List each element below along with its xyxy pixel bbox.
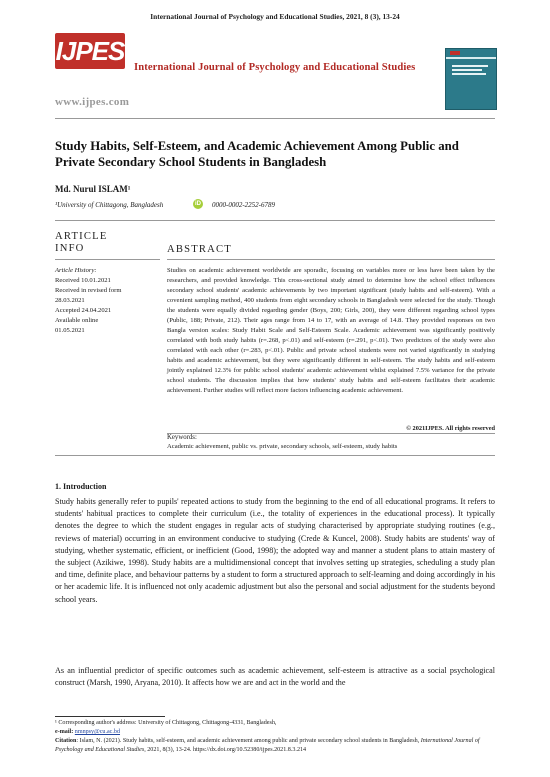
logo-text: IJPES xyxy=(55,35,125,66)
citation-tail[interactable]: , 2021, 8(3), 13-24. https://dx.doi.org/10.52380/ijpes.2021.8.3.214 xyxy=(144,746,307,753)
intro-paragraph-2: As an influential predictor of specific outcomes such as academic achievement, self-esteem is attractive as a social psychological construct (Marsh, 1990, Aryana, 2010). It affects how we are and act in the world and the xyxy=(55,666,495,688)
article-history xyxy=(55,266,160,336)
info-bottom-divider xyxy=(55,455,495,456)
header-divider xyxy=(55,118,495,119)
copyright-notice: © 2021IJPES. All rights reserved xyxy=(406,425,495,432)
footnote-corresponding: ¹ Corresponding author's address: University of Chittagong, Chittagong-4331, Bangladesh, xyxy=(55,720,277,726)
abstract-heading: ABSTRACT xyxy=(167,244,232,255)
history-revised-label: Received in revised form xyxy=(55,287,122,294)
info-top-divider xyxy=(55,220,495,221)
orcid-icon[interactable]: iD xyxy=(195,201,201,207)
footnote-divider xyxy=(55,716,165,717)
keywords-divider xyxy=(167,433,495,434)
history-online-date: 01.05.2021 xyxy=(55,327,85,334)
keywords-list: Academic achievement, public vs. private, secondary schools, self-esteem, study habits xyxy=(167,443,398,450)
author-name: Md. Nurul ISLAM¹ xyxy=(55,184,131,194)
footnote-citation xyxy=(55,737,495,754)
history-online-label: Available online xyxy=(55,317,99,324)
citation-text: : Islam, N. (2021). Study habits, self-esteem, and academic achievement among public and private secondary school students in Bangladesh, xyxy=(76,738,421,744)
journal-name: International Journal of Psychology and Educational Studies xyxy=(134,62,416,73)
article-info-heading: ARTICLE INFO xyxy=(55,231,108,254)
info-heading-divider-right xyxy=(167,259,495,260)
email-link[interactable]: nmnpsy@cu.ac.bd xyxy=(74,729,121,735)
footnote-email xyxy=(55,728,495,737)
abstract-text: Studies on academic achievement worldwide are sporadic, focusing on variables more or less have been taken by the researchers, and provided knowledge. This cross-sectional study aimed to determine how the school effect influences secondary school students' academic achievements by two important significant (study habits and self-esteem). With a covenient sampling method, 400 students from eight secondary schools in Bangladesh were selected for the study. Though the students were equally divided regarding gender (Boys, 200; Girls, 200), they were different regarding school types (Public, 188; Private, 212). Their ages range from 14 to 17, with an average of 14.8. They provided responses on two Bangla version scales: Study Habit Scale and Self-Esteem Scale. Academic achievement was significantly positively correlated with both study habits (r=.268, p<.01) and self-esteem (r=.291, p<.01). Two predictors of the study were also correlated with each other (r=.283, p<.01). Public and private school students were not varied significantly in studying habits and academic achievement, but they were significantly different in self-esteem. The study habits and self-esteem jointly explained 12.3% for public school students' academic achievement whilst explained 7.5% variance for the private school students. The discussion implies that how students' study habits and self-esteem facilitates their academic achievement. Further studies will reflect more factors influencing academic achievement. xyxy=(167,267,495,394)
intro-paragraph-1: Study habits generally refer to pupils' repeated actions to study from the beginning to the end of all educational programs. It refers to students' habitual practices to complete their curriculum (i.e., the totality of experiences in the educational process). It typically denotes the degree to which the student engages in regular acts of studying characterised by appropriate studying routines (e.g., reviews of material) occurring in an environment conducive to studying (Crede & Kuncel, 2008). Study habits are students' way of studying, whether systematic, efficient, or inefficient (Good, 1998); the adopted way and manner a student plans to attain mastery of the subject (Azikiwe, 1998). Study habits are a multidimensional concept that involves setting up strategies, scheduling a study plan and time, definite place, and behaviour patterns by a student to form a structured approach to self-learning and doing accordingly in his or her academic life. It is influenced not only academic adjustment but also the personal and social adjustment for the students beyond school years. xyxy=(55,497,495,604)
history-received: Received 10.01.2021 xyxy=(55,277,111,284)
article-title: Study Habits, Self-Esteem, and Academic Achievement Among Public and Private Secondary School Students in Bangladesh xyxy=(55,139,459,169)
author-affiliation: ¹University of Chittagong, Bangladesh xyxy=(55,201,164,209)
citation-label: Citation xyxy=(55,738,77,744)
info-heading-divider-left xyxy=(55,259,160,260)
journal-logo[interactable] xyxy=(55,33,125,69)
journal-cover-image xyxy=(445,48,497,110)
journal-website[interactable]: www.ijpes.com xyxy=(55,96,130,108)
email-label: e-mail: xyxy=(55,729,75,735)
history-accepted: Accepted 24.04.2021 xyxy=(55,307,112,314)
section-heading-introduction: 1. Introduction xyxy=(55,482,107,491)
running-header: International Journal of Psychology and Educational Studies, 2021, 8 (3), 13-24 xyxy=(150,12,400,21)
orcid-id[interactable]: 0000-0002-2252-6789 xyxy=(212,201,275,209)
history-revised-date: 28.03.2021 xyxy=(55,297,85,304)
citation-journal: International Journal of Psychology and Educational Studies xyxy=(55,738,480,753)
keywords-label: Keywords: xyxy=(167,434,197,441)
history-label: Article History: xyxy=(55,267,97,274)
